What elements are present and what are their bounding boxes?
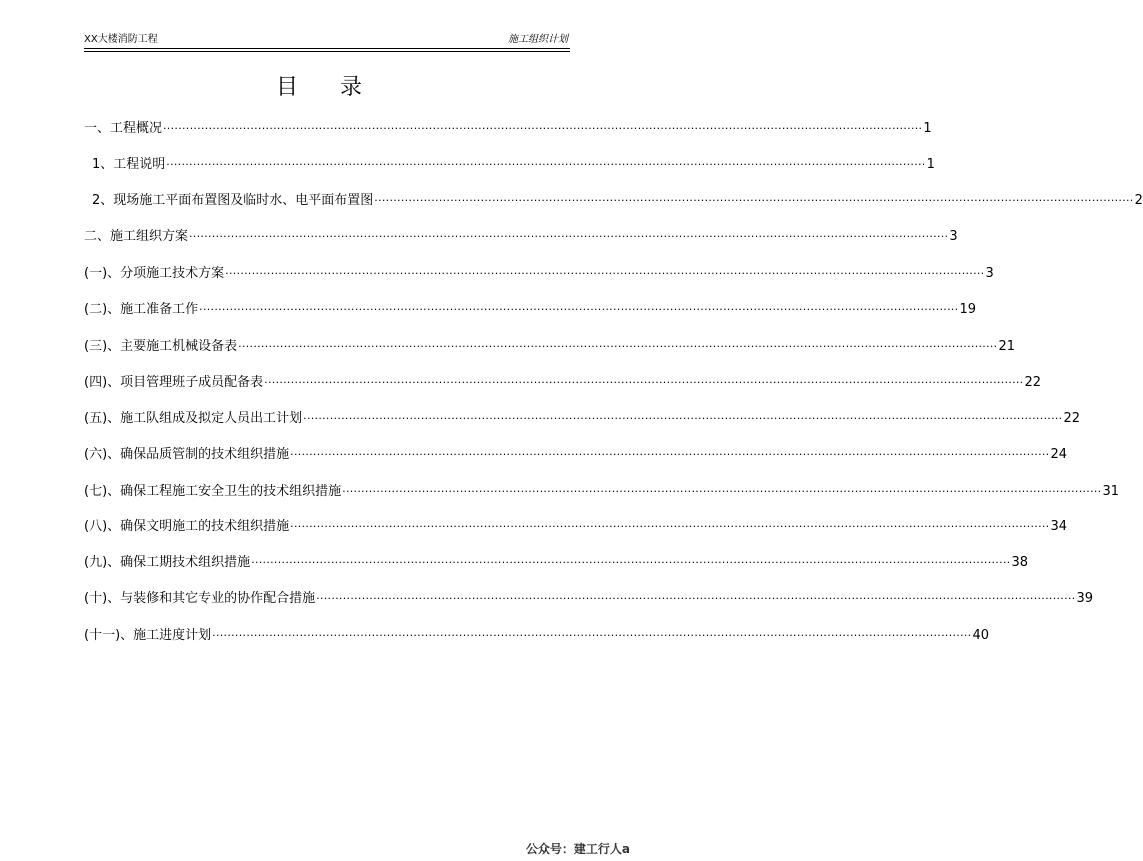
toc-leader-dots: ········································································································································································································ [225,267,985,280]
toc-entry-label: 二、施工组织方案 [84,229,189,244]
toc-entry-label: (二)、施工准备工作 [84,302,199,317]
toc-entry-page-number: 31 [1102,484,1120,499]
toc-entry-label: (三)、主要施工机械设备表 [84,339,238,354]
toc-entry [84,516,1068,538]
toc-entry-label: (十)、与装修和其它专业的协作配合措施 [84,591,316,606]
toc-entry [84,481,1120,503]
toc-entry-label: (八)、确保文明施工的技术组织措施 [84,519,290,534]
toc-entry-label: (七)、确保工程施工安全卫生的技术组织措施 [84,484,342,499]
toc-entry [84,552,1029,574]
toc-leader-dots: ········································································································································································································ [166,158,926,171]
toc-leader-dots: ········································································································································································································ [290,520,1050,533]
toc-entry-label: 1、工程说明 [92,157,166,172]
toc-entry-page-number: 34 [1050,519,1068,534]
toc-entry-label: (四)、项目管理班子成员配备表 [84,375,264,390]
toc-entry-page-number: 22 [1024,375,1042,390]
toc-leader-dots: ········································································································································································································ [264,376,1024,389]
header-document-type: 施工组织计划 [508,34,568,45]
toc-entry [84,118,932,140]
toc-entry-page-number: 2 [1134,193,1143,208]
toc-entry [84,154,935,176]
toc-leader-dots: ········································································································································································································ [303,412,1063,425]
toc-entry-page-number: 1 [923,121,932,136]
toc-leader-dots: ········································································································································································································ [199,303,959,316]
page-title: 目录 [275,75,404,100]
toc-leader-dots: ········································································································································································································ [374,194,1134,207]
toc-entry [84,190,1143,212]
toc-entry [84,336,1016,358]
toc-entry [84,408,1081,430]
toc-entry-label: (五)、施工队组成及拟定人员出工计划 [84,411,303,426]
toc-entry-page-number: 3 [985,266,994,281]
toc-entry-label: 一、工程概况 [84,121,163,136]
toc-entry-page-number: 39 [1076,591,1094,606]
toc-entry-page-number: 38 [1011,555,1029,570]
toc-entry [84,588,1094,610]
toc-leader-dots: ········································································································································································································ [290,448,1050,461]
header-rule [84,48,570,49]
toc-leader-dots: ········································································································································································································ [251,556,1011,569]
toc-entry-label: (九)、确保工期技术组织措施 [84,555,251,570]
toc-entry [84,444,1068,466]
toc-entry-page-number: 1 [926,157,935,172]
toc-leader-dots: ········································································································································································································ [316,592,1076,605]
toc-entry [84,372,1042,394]
toc-leader-dots: ········································································································································································································ [163,122,923,135]
toc-entry-page-number: 21 [998,339,1016,354]
toc-entry-label: (六)、确保品质管制的技术组织措施 [84,447,290,462]
toc-entry [84,299,977,321]
watermark-text: 公众号：建工行人a [525,842,630,856]
toc-leader-dots: ········································································································································································································ [189,230,949,243]
toc-entry-page-number: 22 [1063,411,1081,426]
toc-leader-dots: ········································································································································································································ [212,629,972,642]
page-header [84,33,570,47]
toc-entry-page-number: 40 [972,628,990,643]
toc-entry [84,625,990,647]
toc-leader-dots: ········································································································································································································ [342,485,1102,498]
header-rule-thin [84,51,570,52]
toc-entry [84,263,994,285]
toc-entry-page-number: 19 [959,302,977,317]
toc-entry-page-number: 24 [1050,447,1068,462]
header-project-name: XX大楼消防工程 [84,34,158,45]
toc-leader-dots: ········································································································································································································ [238,340,998,353]
toc-entry [84,226,958,248]
toc-entry-label: (十一)、施工进度计划 [84,628,212,643]
toc-entry-label: (一)、分项施工技术方案 [84,266,225,281]
toc-entry-label: 2、现场施工平面布置图及临时水、电平面布置图 [92,193,374,208]
toc-entry-page-number: 3 [949,229,958,244]
